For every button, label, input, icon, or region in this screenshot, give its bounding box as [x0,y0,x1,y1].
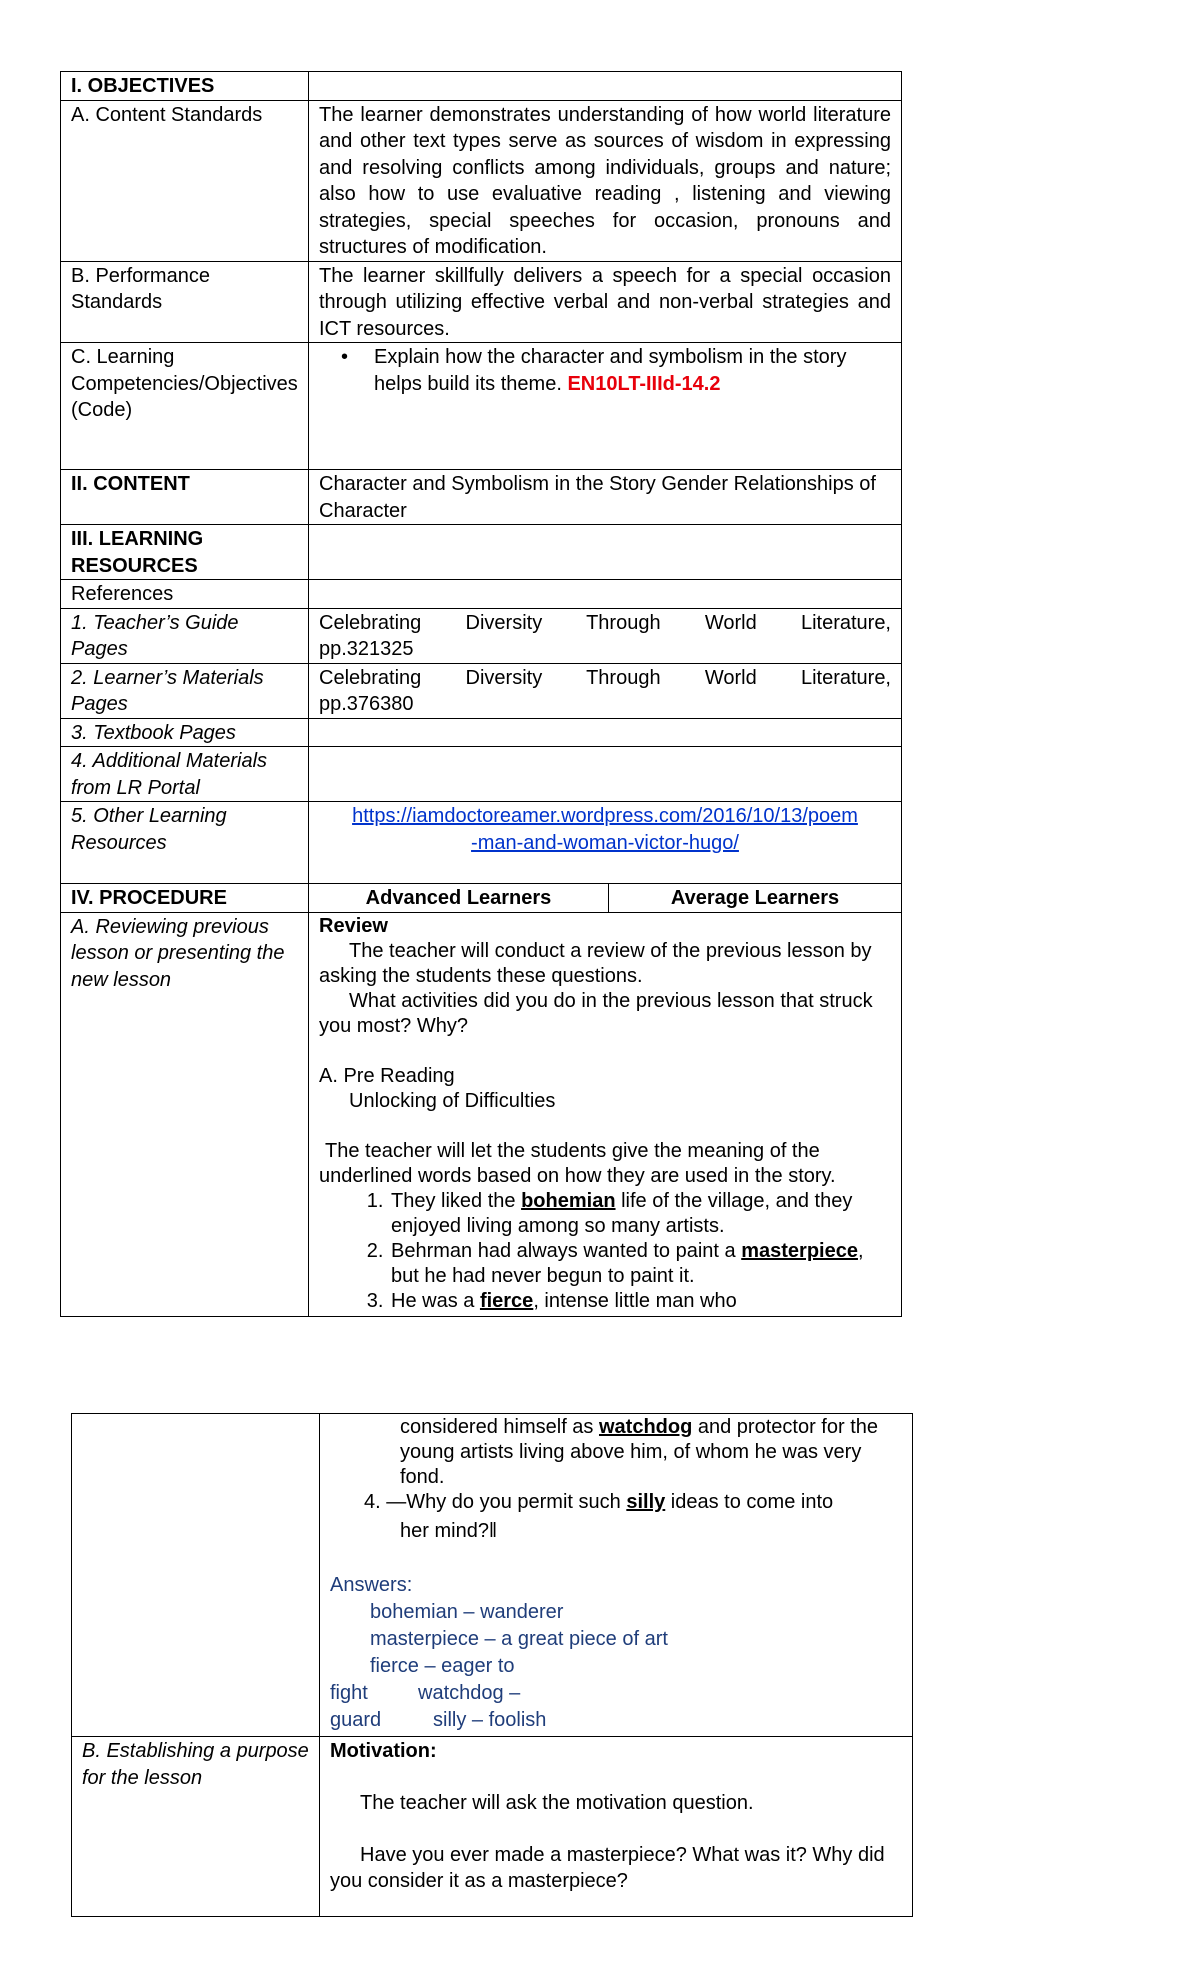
teachers-guide-row [61,608,902,663]
competency-code: EN10LT-IIId-14.2 [567,372,721,395]
content-standards-row [61,100,902,261]
answers-block [330,1572,902,1734]
competencies-label: C. Learning Competencies/Objectives (Code) [61,343,309,470]
content-standards-label: A. Content Standards [61,100,309,261]
vocab-word: masterpiece [741,1239,858,1262]
competencies-row [61,343,902,470]
references-row [61,580,902,609]
vocab-word: watchdog [598,1416,693,1438]
vocab-word: silly [626,1491,666,1513]
performance-standards-text: The learner skillfully delivers a speech for a special occasion through utilizing effective verbal and non-verbal strategies and ICT resources. [309,261,902,343]
list-item: 3. He was a fierce, intense little man who [389,1289,891,1314]
pre-reading-heading: A. Pre Reading [319,1064,455,1087]
motivation-question: Have you ever made a masterpiece? What was it? Why did you consider it as a masterpiece? [330,1844,885,1892]
objectives-heading: I. OBJECTIVES [61,72,309,101]
resources-heading-row [61,525,902,580]
lesson-plan-table-page2 [71,1413,913,1917]
answer-item: masterpiece – a great piece of art [370,1628,668,1650]
textbook-row [61,718,902,747]
performance-standards-label: B. Performance Standards [61,261,309,343]
teachers-guide-value: Celebrating Diversity Through World Literature, pp.321325 [309,608,902,663]
content-text: Character and Symbolism in the Story Gender Relationships of Character [309,470,902,525]
performance-standards-row [61,261,902,343]
procedure-a-continued-content [320,1414,913,1737]
procedure-heading: IV. PROCEDURE [61,884,309,913]
answer-item: guard silly – foolish [330,1709,547,1731]
content-standards-text: The learner demonstrates understanding of how world literature and other text types serve as sources of wisdom in expressing and resolving conflicts among individuals, groups and nature; also how to use evaluative reading , listening and viewing strategies, special speeches for occasion, pronouns and structures of modification. [309,100,902,261]
average-learners-header: Average Learners [609,884,902,913]
lesson-plan-table-page1 [60,71,902,1317]
answers-label: Answers: [330,1574,413,1596]
learners-materials-label: 2. Learner’s Materials Pages [61,663,309,718]
instruction-text: The teacher will let the students give the meaning of the underlined words based on how they are used in the story. [319,1139,836,1187]
learners-materials-value: Celebrating Diversity Through World Literature, pp.376380 [309,663,902,718]
unlocking-heading: Unlocking of Difficulties [349,1089,556,1112]
learners-materials-row [61,663,902,718]
procedure-a-content [309,912,902,1316]
review-title: Review [319,914,388,937]
list-item-4-continued: her mind?‖ [400,1520,498,1542]
teachers-guide-label: 1. Teacher’s Guide Pages [61,608,309,663]
vocab-word: bohemian [521,1189,616,1212]
other-resources-row [61,802,902,884]
answer-item: fight watchdog – [330,1682,521,1704]
vocabulary-list [319,1189,891,1314]
resources-heading: III. LEARNING RESOURCES [61,525,309,580]
additional-materials-label: 4. Additional Materials from LR Portal [61,747,309,802]
review-paragraph-2: What activities did you do in the previous lesson that struck you most? Why? [319,989,873,1037]
list-item: 1. They liked the bohemian life of the village, and they enjoyed living among so many artists. [389,1189,891,1239]
content-row [61,470,902,525]
motivation-paragraph-1: The teacher will ask the motivation question. [360,1792,754,1814]
other-resources-label: 5. Other Learning Resources [61,802,309,884]
procedure-a-continued-row [72,1414,913,1737]
competency-item: • Explain how the character and symbolism in the story helps build its theme. EN10LT-IIId-14.2 [374,344,891,397]
list-item-4: 4. ―Why do you permit such silly ideas to come into [364,1491,834,1513]
procedure-b-content [320,1737,913,1917]
answer-item: fierce – eager to [370,1655,515,1677]
motivation-title: Motivation: [330,1740,437,1762]
procedure-a-row [61,912,902,1316]
additional-materials-row [61,747,902,802]
procedure-b-row [72,1737,913,1917]
procedure-a-label: A. Reviewing previous lesson or presenting the new lesson [61,912,309,1316]
competencies-text [309,343,902,470]
list-item-3-continued: considered himself as watchdog and protector for the young artists living above him, of whom he was very fond. [400,1416,878,1488]
vocab-word: fierce [479,1289,534,1312]
list-item: 2. Behrman had always wanted to paint a masterpiece, but he had never begun to paint it. [389,1239,891,1289]
textbook-label: 3. Textbook Pages [61,718,309,747]
review-paragraph-1: The teacher will conduct a review of the previous lesson by asking the students these questions. [319,939,872,987]
references-label: References [61,580,309,609]
objectives-row [61,72,902,101]
content-heading: II. CONTENT [61,470,309,525]
procedure-header-row [61,884,902,913]
procedure-b-label: B. Establishing a purpose for the lesson [72,1737,320,1917]
advanced-learners-header: Advanced Learners [309,884,609,913]
other-resources-link[interactable]: https://iamdoctoreamer.wordpress.com/2016/10/13/poem -man-and-woman-victor-hugo/ [309,802,902,884]
answer-item: bohemian – wanderer [370,1601,564,1623]
